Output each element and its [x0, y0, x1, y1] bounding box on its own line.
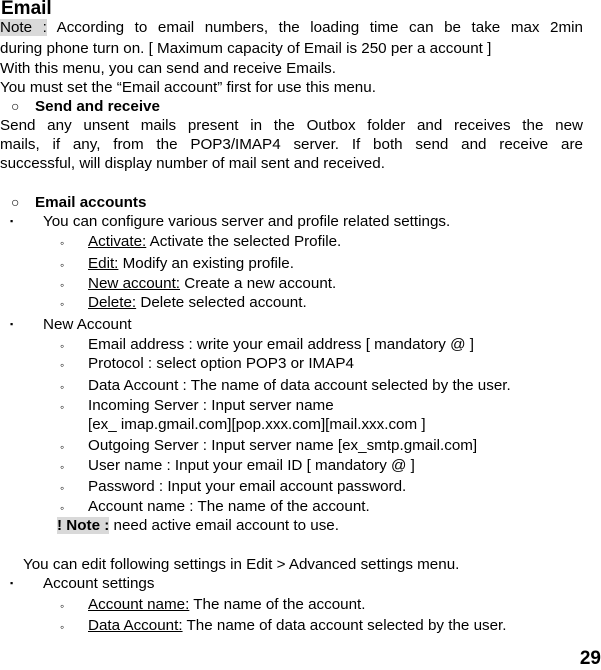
profile-item-edit: Edit: Modify an existing profile. [88, 255, 294, 272]
square-bullet-icon: ▪ [10, 216, 14, 226]
configure-text: You can configure various server and profile related settings. [43, 213, 451, 230]
hollow-bullet-icon: ◦ [60, 358, 65, 372]
field-outgoing-server: Outgoing Server : Input server name [ex_smtp.gmail.com] [88, 437, 478, 454]
account-setting-data-account: Data Account: The name of data account selected by the user. [88, 617, 507, 634]
page-number: 29 [579, 648, 601, 669]
note-warning-label: ! Note : [57, 517, 110, 534]
circle-bullet-icon: ○ [11, 98, 20, 114]
edit-settings-text: You can edit following settings in Edit > Advanced settings menu. [23, 556, 460, 573]
field-protocol: Protocol : select option POP3 or IMAP4 [88, 355, 354, 372]
profile-item-term: Delete: [88, 294, 137, 311]
intro-line-1-text: According to email numbers, the loading time can be take max 2min [56, 19, 583, 36]
profile-item-activate: Activate: Activate the selected Profile. [88, 233, 342, 250]
account-setting-term: Account name: [88, 596, 190, 613]
page-title: Email [1, 0, 52, 19]
hollow-bullet-icon: ◦ [60, 501, 65, 515]
send-receive-heading: Send and receive [35, 98, 160, 115]
note-line: ! Note : need active email account to use. [57, 517, 339, 534]
hollow-bullet-icon: ◦ [60, 236, 65, 250]
hollow-bullet-icon: ◦ [60, 380, 65, 394]
send-receive-line-1: Send any unsent mails present in the Outbox folder and receives the new [0, 117, 583, 134]
intro-line-2: during phone turn on. [ Maximum capacity of Email is 250 per a account ] [0, 40, 492, 57]
profile-item-delete: Delete: Delete selected account. [88, 294, 307, 311]
hollow-bullet-icon: ◦ [60, 620, 65, 634]
square-bullet-icon: ▪ [10, 319, 14, 329]
profile-item-new-account: New account: Create a new account. [88, 275, 337, 292]
profile-item-term: Edit: [88, 255, 119, 272]
hollow-bullet-icon: ◦ [60, 599, 65, 613]
account-settings-label: Account settings [43, 575, 155, 592]
profile-item-term: Activate: [88, 233, 147, 250]
field-user-name: User name : Input your email ID [ mandatory @ ] [88, 457, 415, 474]
hollow-bullet-icon: ◦ [60, 297, 65, 311]
hollow-bullet-icon: ◦ [60, 258, 65, 272]
field-password: Password : Input your email account password. [88, 478, 407, 495]
hollow-bullet-icon: ◦ [60, 460, 65, 474]
send-receive-line-2: mails, if any, from the POP3/IMAP4 server. If both send and receive are [0, 136, 583, 153]
intro-line-1 [0, 19, 583, 36]
profile-item-term: New account: [88, 275, 181, 292]
note-label: Note : [0, 19, 47, 36]
field-data-account: Data Account : The name of data account selected by the user. [88, 377, 511, 394]
field-incoming-server: Incoming Server : Input server name [88, 397, 334, 414]
account-setting-term: Data Account: [88, 617, 183, 634]
square-bullet-icon: ▪ [10, 578, 14, 588]
send-receive-line-3: successful, will display number of mail sent and received. [0, 155, 385, 172]
field-incoming-server-examples: [ex_ imap.gmail.com][pop.xxx.com][mail.xxx.com ] [88, 416, 426, 433]
email-accounts-heading: Email accounts [35, 194, 147, 211]
field-email-address: Email address : write your email address [ mandatory @ ] [88, 336, 474, 353]
intro-line-3: With this menu, you can send and receive Emails. [0, 60, 336, 77]
circle-bullet-icon: ○ [11, 194, 20, 210]
new-account-label: New Account [43, 316, 132, 333]
hollow-bullet-icon: ◦ [60, 278, 65, 292]
account-setting-account-name: Account name: The name of the account. [88, 596, 366, 613]
hollow-bullet-icon: ◦ [60, 339, 65, 353]
intro-line-4: You must set the “Email account” first for use this menu. [0, 79, 376, 96]
hollow-bullet-icon: ◦ [60, 400, 65, 414]
hollow-bullet-icon: ◦ [60, 440, 65, 454]
field-account-name: Account name : The name of the account. [88, 498, 370, 515]
hollow-bullet-icon: ◦ [60, 481, 65, 495]
